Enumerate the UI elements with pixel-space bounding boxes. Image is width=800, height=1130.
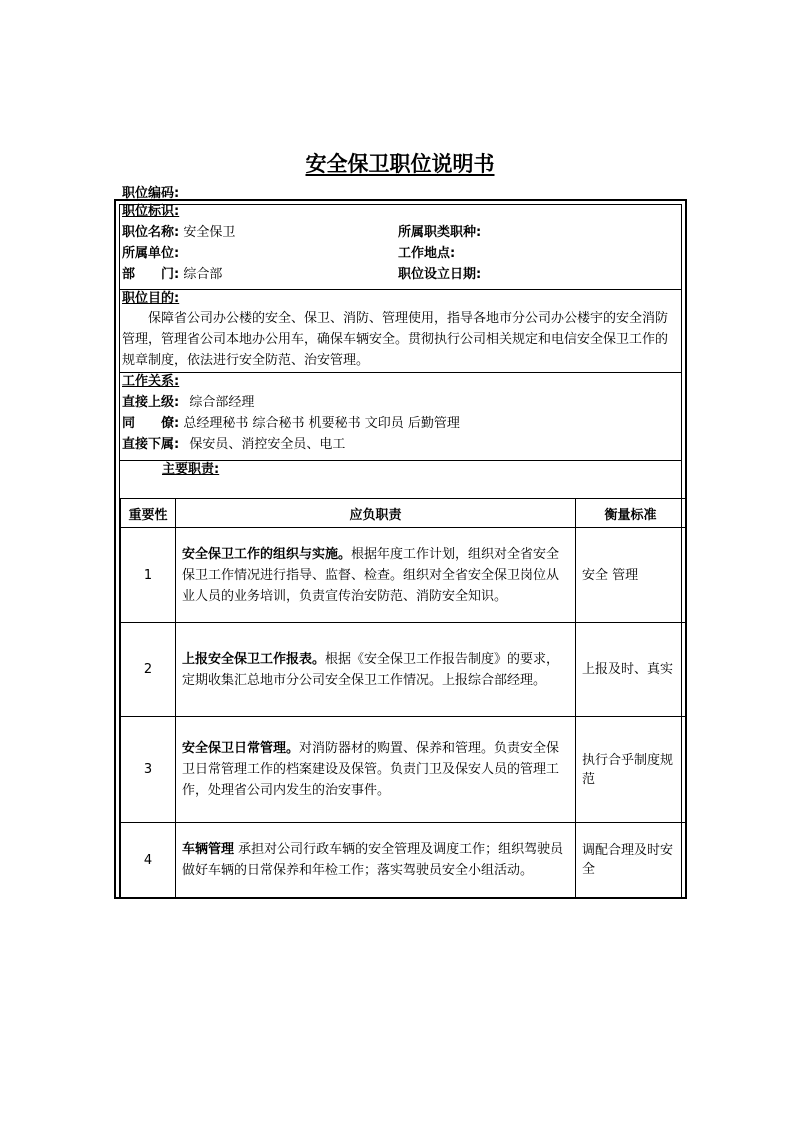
duty-text: 对消防器材的购置、保养和管理。负责安全保卫日常管理工作的档案建设及保管。负责门卫及保安人员的管理工作，处理省公司内发生的治安事件。 [182, 741, 560, 798]
duty-text: 根据《安全保卫工作报告制度》的要求，定期收集汇总地市分公司安全保卫工作情况。上报综合部经理。 [182, 651, 560, 688]
duties-table [120, 498, 686, 898]
position-code-label: 职位编码: [122, 186, 180, 201]
duty-title: 安全保卫日常管理。 [182, 741, 300, 756]
header-importance: 重要性 [121, 499, 176, 528]
identification-heading: 职位标识: [122, 204, 180, 219]
peers-value: 总经理秘书 综合秘书 机要秘书 文印员 后勤管理 [183, 416, 460, 431]
position-name-label: 职位名称: [122, 225, 180, 240]
purpose-heading: 职位目的: [122, 291, 180, 306]
category-label: 所属职类职种: [398, 225, 482, 240]
table-row [121, 623, 686, 717]
importance-cell: 2 [121, 623, 176, 717]
job-description-box [114, 199, 687, 899]
standard-cell: 执行合乎制度规范 [576, 717, 686, 823]
subordinates-label: 直接下属: [122, 437, 180, 452]
duties-heading: 主要职责: [162, 462, 220, 477]
duty-cell [176, 623, 576, 717]
table-header-row [121, 499, 686, 528]
position-name-row [122, 224, 235, 242]
purpose-section [120, 289, 681, 372]
peers-row [122, 415, 460, 433]
standard-cell: 上报及时、真实 [576, 623, 686, 717]
duty-cell [176, 717, 576, 823]
header-standard: 衡量标准 [576, 499, 686, 528]
table-row [121, 823, 686, 898]
duty-cell [176, 823, 576, 898]
unit-label: 所属单位: [122, 246, 180, 261]
relations-heading: 工作关系: [122, 374, 180, 389]
standard-cell: 调配合理及时安全 [576, 823, 686, 898]
subordinates-row [122, 436, 345, 454]
subordinates-value: 保安员、消控安全员、电工 [189, 437, 346, 452]
importance-cell: 1 [121, 528, 176, 623]
document-title: 安全保卫职位说明书 [305, 152, 495, 176]
duty-text: 根据年度工作计划，组织对全省安全保卫工作情况进行指导、监督、检查。组织对全省安全保卫岗位从业人员的业务培训，负责宣传治安防范、消防安全知识。 [182, 546, 560, 604]
table-row [121, 717, 686, 823]
department-row [122, 266, 222, 284]
location-label: 工作地点: [398, 246, 456, 261]
duties-heading-section [120, 460, 681, 498]
superior-value: 综合部经理 [189, 395, 255, 410]
duty-title: 上报安全保卫工作报表。 [182, 651, 326, 667]
superior-row [122, 394, 254, 412]
superior-label: 直接上级: [122, 395, 180, 410]
duty-cell [176, 528, 576, 623]
duty-title: 车辆管理 [182, 842, 235, 857]
relations-section [120, 372, 681, 460]
position-name-value: 安全保卫 [183, 225, 236, 240]
setup-date-label: 职位设立日期: [398, 267, 482, 282]
duty-text: 承担对公司行政车辆的安全管理及调度工作；组织驾驶员做好车辆的日常保养和年检工作；落实驾驶员安全小组活动。 [182, 842, 564, 878]
importance-cell: 4 [121, 823, 176, 898]
importance-cell: 3 [121, 717, 176, 823]
department-value: 综合部 [183, 267, 223, 282]
purpose-text: 保障省公司办公楼的安全、保卫、消防、管理使用，指导各地市分公司办公楼宇的安全消防管理，管理省公司本地办公用车，确保车辆安全。贯彻执行公司相关规定和电信安全保卫工作的规章制度，依法进行安全防范、治安管理。 [122, 311, 669, 368]
peers-label: 同 僚: [122, 416, 180, 431]
table-row [121, 528, 686, 623]
department-label: 部 门: [122, 267, 180, 282]
header-duty: 应负职责 [176, 499, 576, 528]
standard-cell: 安全 管理 [576, 528, 686, 623]
duty-title: 安全保卫工作的组织与实施。 [182, 546, 352, 562]
